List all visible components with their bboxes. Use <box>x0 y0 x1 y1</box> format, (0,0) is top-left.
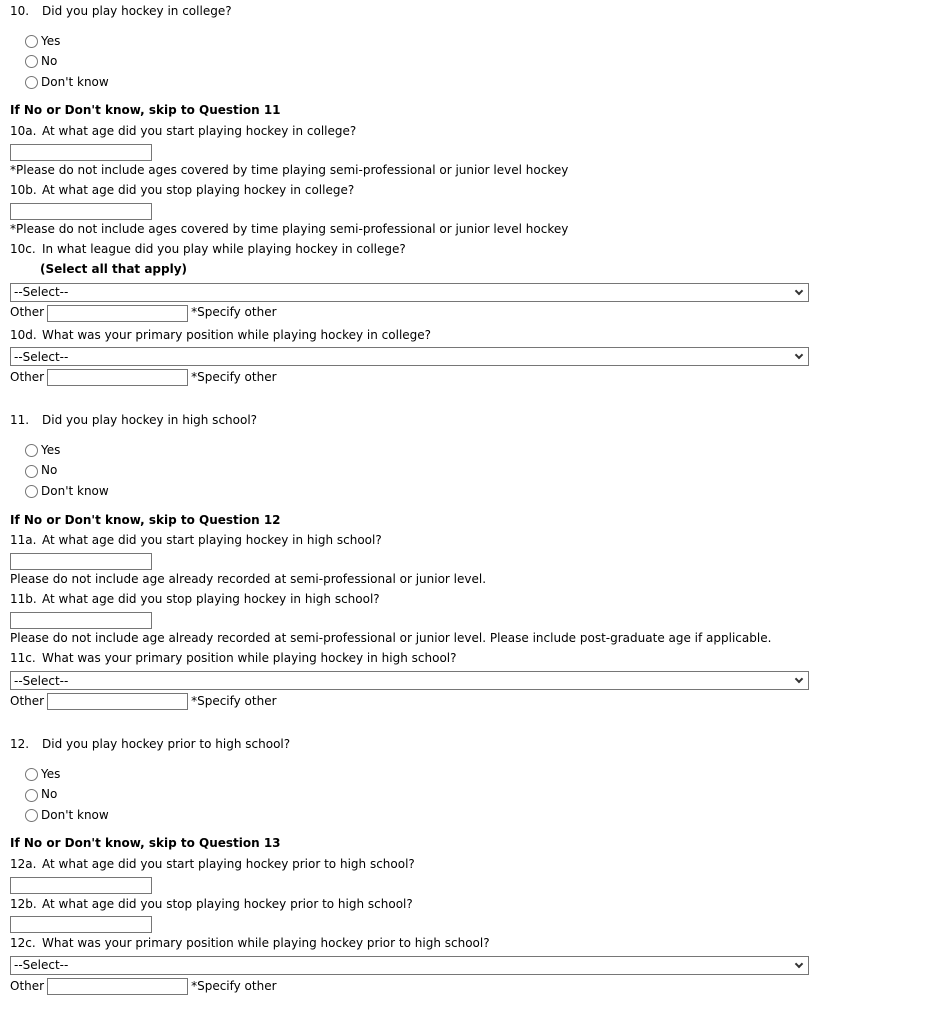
q12-dont-know-label: Don't know <box>41 807 109 822</box>
q12-number: 12. <box>10 737 30 752</box>
q10-number: 10. <box>10 4 30 18</box>
q10d-text: What was your primary position while playing hockey in college? <box>42 327 432 342</box>
q10d-specify-other-label: *Specify other <box>191 369 277 384</box>
question-11 <box>10 413 916 710</box>
q10-option-no[interactable] <box>25 54 916 70</box>
q10c-text: In what league did you play while playing hockey in college? <box>42 242 406 257</box>
q12b-text: At what age did you stop playing hockey prior to high school? <box>42 896 413 911</box>
q11c-label <box>10 651 916 667</box>
q12a-text: At what age did you start playing hockey prior to high school? <box>42 857 415 872</box>
q10-no-label: No <box>41 54 58 69</box>
q10b-note: *Please do not include ages covered by time playing semi-professional or junior level hockey <box>10 221 569 236</box>
q12-heading <box>10 737 916 753</box>
q12b-age-input[interactable] <box>10 916 152 933</box>
q10c-other-row <box>10 305 916 322</box>
q11-dont-know-radio[interactable] <box>25 485 38 498</box>
q10-yes-label: Yes <box>41 33 61 48</box>
q11-number: 11. <box>10 413 30 428</box>
q11c-specify-other-label: *Specify other <box>191 693 277 708</box>
q10a-text: At what age did you start playing hockey in college? <box>42 123 357 138</box>
q10c-specify-other-label: *Specify other <box>191 305 277 320</box>
q10-title: Did you play hockey in college? <box>42 4 232 18</box>
q12b-label <box>10 897 916 913</box>
q12c-position-select[interactable] <box>10 956 809 975</box>
q12b-number: 12b. <box>10 896 37 911</box>
q10c-number: 10c. <box>10 242 36 257</box>
q11a-note: Please do not include age already recorded at semi-professional or junior level. <box>10 571 487 586</box>
question-10 <box>10 4 916 386</box>
q11c-position-select-wrap <box>10 671 809 690</box>
q12c-specify-other-label: *Specify other <box>191 978 277 993</box>
q11c-text: What was your primary position while playing hockey in high school? <box>42 651 457 666</box>
q12a-label <box>10 857 916 873</box>
q12-skip-note: If No or Don't know, skip to Question 13 <box>10 836 281 851</box>
q10c-league-select[interactable] <box>10 283 809 302</box>
q11a-age-input[interactable] <box>10 553 152 570</box>
q12c-text: What was your primary position while playing hockey prior to high school? <box>42 936 490 951</box>
q10b-age-input[interactable] <box>10 203 152 220</box>
q11b-note: Please do not include age already recorded at semi-professional or junior level. Please include post-graduate age if applicable. <box>10 630 772 645</box>
q11-heading <box>10 413 916 429</box>
q12-no-radio[interactable] <box>25 789 38 802</box>
q10d-other-label: Other <box>10 369 45 384</box>
q10b-number: 10b. <box>10 183 37 198</box>
q11-title: Did you play hockey in high school? <box>42 413 258 428</box>
q11-option-yes[interactable] <box>25 443 916 459</box>
q11-yes-label: Yes <box>41 442 61 457</box>
q10c-select-all-note: (Select all that apply) <box>40 261 188 276</box>
q12-yes-radio[interactable] <box>25 768 38 781</box>
q12c-other-row <box>10 978 916 995</box>
q11-dont-know-label: Don't know <box>41 483 109 498</box>
q10-skip-note: If No or Don't know, skip to Question 11 <box>10 103 281 118</box>
q10-dont-know-radio[interactable] <box>25 76 38 89</box>
q12-options <box>10 767 916 824</box>
q10-yes-radio[interactable] <box>25 35 38 48</box>
q10b-label <box>10 183 916 199</box>
q10b-text: At what age did you stop playing hockey in college? <box>42 183 355 198</box>
q10-options <box>10 34 916 91</box>
q11-option-dont-know[interactable] <box>25 484 916 500</box>
q11-options <box>10 443 916 500</box>
q10c-label <box>10 242 916 258</box>
q11b-age-input[interactable] <box>10 612 152 629</box>
q11-no-label: No <box>41 463 58 478</box>
q10-heading <box>10 4 916 20</box>
q10c-other-input[interactable] <box>47 305 188 322</box>
q10a-age-input[interactable] <box>10 144 152 161</box>
q10d-other-input[interactable] <box>47 369 188 386</box>
q12c-position-select-wrap <box>10 956 809 975</box>
q12a-age-input[interactable] <box>10 877 152 894</box>
q10d-position-select[interactable] <box>10 347 809 366</box>
q10d-label <box>10 328 916 344</box>
q10c-other-label: Other <box>10 305 45 320</box>
q10c-league-select-wrap <box>10 283 809 302</box>
q12-title: Did you play hockey prior to high school? <box>42 737 291 752</box>
q10a-note: *Please do not include ages covered by time playing semi-professional or junior level hockey <box>10 162 569 177</box>
q11c-other-label: Other <box>10 693 45 708</box>
q12-no-label: No <box>41 787 58 802</box>
q11c-position-select[interactable] <box>10 671 809 690</box>
q11c-other-input[interactable] <box>47 693 188 710</box>
q12c-label <box>10 936 916 952</box>
q10-dont-know-label: Don't know <box>41 74 109 89</box>
q12c-other-label: Other <box>10 978 45 993</box>
q11a-label <box>10 533 916 549</box>
q12-yes-label: Yes <box>41 766 61 781</box>
q10d-position-select-wrap <box>10 347 809 366</box>
q11b-label <box>10 592 916 608</box>
q11c-other-row <box>10 693 916 710</box>
q10d-number: 10d. <box>10 327 37 342</box>
q11-option-no[interactable] <box>25 463 916 479</box>
q12-option-no[interactable] <box>25 787 916 803</box>
q10-option-dont-know[interactable] <box>25 75 916 91</box>
q12-dont-know-radio[interactable] <box>25 809 38 822</box>
q12c-number: 12c. <box>10 936 36 951</box>
q11b-text: At what age did you stop playing hockey in high school? <box>42 592 380 607</box>
q10d-other-row <box>10 369 916 386</box>
q12-option-dont-know[interactable] <box>25 808 916 824</box>
q11a-number: 11a. <box>10 533 37 548</box>
q10-no-radio[interactable] <box>25 55 38 68</box>
q12-option-yes[interactable] <box>25 767 916 783</box>
q10a-number: 10a. <box>10 123 37 138</box>
q12a-number: 12a. <box>10 857 37 872</box>
q11-no-radio[interactable] <box>25 465 38 478</box>
q10-option-yes[interactable] <box>25 34 916 50</box>
q11-yes-radio[interactable] <box>25 444 38 457</box>
q11b-number: 11b. <box>10 592 37 607</box>
q11-skip-note: If No or Don't know, skip to Question 12 <box>10 512 281 527</box>
question-12 <box>10 737 916 995</box>
q11a-text: At what age did you start playing hockey in high school? <box>42 533 382 548</box>
q11c-number: 11c. <box>10 651 36 666</box>
q12c-other-input[interactable] <box>47 978 188 995</box>
q10a-label <box>10 124 916 140</box>
